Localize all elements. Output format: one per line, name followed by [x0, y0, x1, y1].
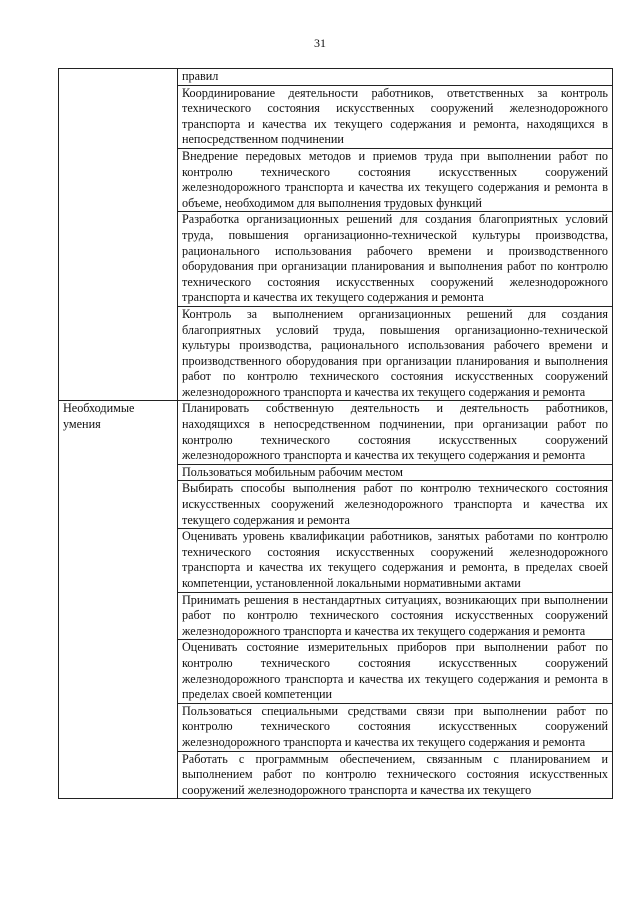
table-cell: правил [178, 69, 613, 86]
table-cell: Контроль за выполнением организационных решений для создания благоприятных условий труда, повышения организационно-технической культуры производства, рационального использования рабочего времени и производственного оборудования при организации планирования и выполнения работ по контролю технического состояния искусственных сооружений железнодорожного транспорта и качества их текущего содержания и ремонта [178, 306, 613, 401]
requirements-table [58, 68, 613, 799]
category-cell [59, 69, 178, 401]
page-number: 31 [314, 36, 326, 50]
table-cell: Пользоваться мобильным рабочим местом [178, 464, 613, 481]
table-row [59, 401, 613, 464]
table-row [59, 69, 613, 86]
table-cell [178, 751, 613, 799]
table-cell: Пользоваться специальными средствами связи при выполнении работ по контролю технического состояния искусственных сооружений железнодорожного транспорта и качества их текущего содержания и ремонта [178, 703, 613, 751]
category-cell: Необходимые умения [59, 401, 178, 799]
table-cell: Координирование деятельности работников, ответственных за контроль технического состояния искусственных сооружений железнодорожного транспорта и качества их текущего содержания и ремонта, находящихся в непосредственном подчинении [178, 85, 613, 148]
table-cell-text: Работать с программным обеспечением, связанным с планированием и выполнением работ по контролю технического состояния искусственных сооружений железнодорожного транспорта и качества их текущего [182, 751, 608, 797]
table-cell: Выбирать способы выполнения работ по контролю технического состояния искусственных сооружений железнодорожного транспорта и качества их текущего содержания и ремонта [178, 481, 613, 529]
table-cell: Внедрение передовых методов и приемов труда при выполнении работ по контролю технического состояния искусственных сооружений железнодорожного транспорта и качества их текущего содержания и ремонта в объеме, необходимом для выполнения трудовых функций [178, 148, 613, 211]
table-cell: Принимать решения в нестандартных ситуациях, возникающих при выполнении работ по контролю технического состояния искусственных сооружений железнодорожного транспорта и качества их текущего содержания и ремонта [178, 592, 613, 640]
table-cell: Планировать собственную деятельность и деятельность работников, находящихся в непосредственном подчинении, при организации работ по контролю технического состояния искусственных сооружений железнодорожного транспорта и качества их текущего содержания и ремонта [178, 401, 613, 464]
table-cell: Оценивать состояние измерительных приборов при выполнении работ по контролю технического состояния искусственных сооружений железнодорожного транспорта и качества их текущего содержания и ремонта в пределах своей компетенции [178, 640, 613, 703]
table-cell: Оценивать уровень квалификации работников, занятых работами по контролю технического состояния искусственных сооружений железнодорожного транспорта и качества их текущего содержания и ремонта, в пределах своей компетенции, установленной локальными нормативными актами [178, 529, 613, 592]
table-cell: Разработка организационных решений для создания благоприятных условий труда, повышения организационно-технической культуры производства, рационального использования рабочего времени и производственного оборудования при организации планирования и выполнения работ по контролю технического состояния искусственных сооружений железнодорожного транспорта и качества их текущего содержания и ремонта [178, 212, 613, 307]
